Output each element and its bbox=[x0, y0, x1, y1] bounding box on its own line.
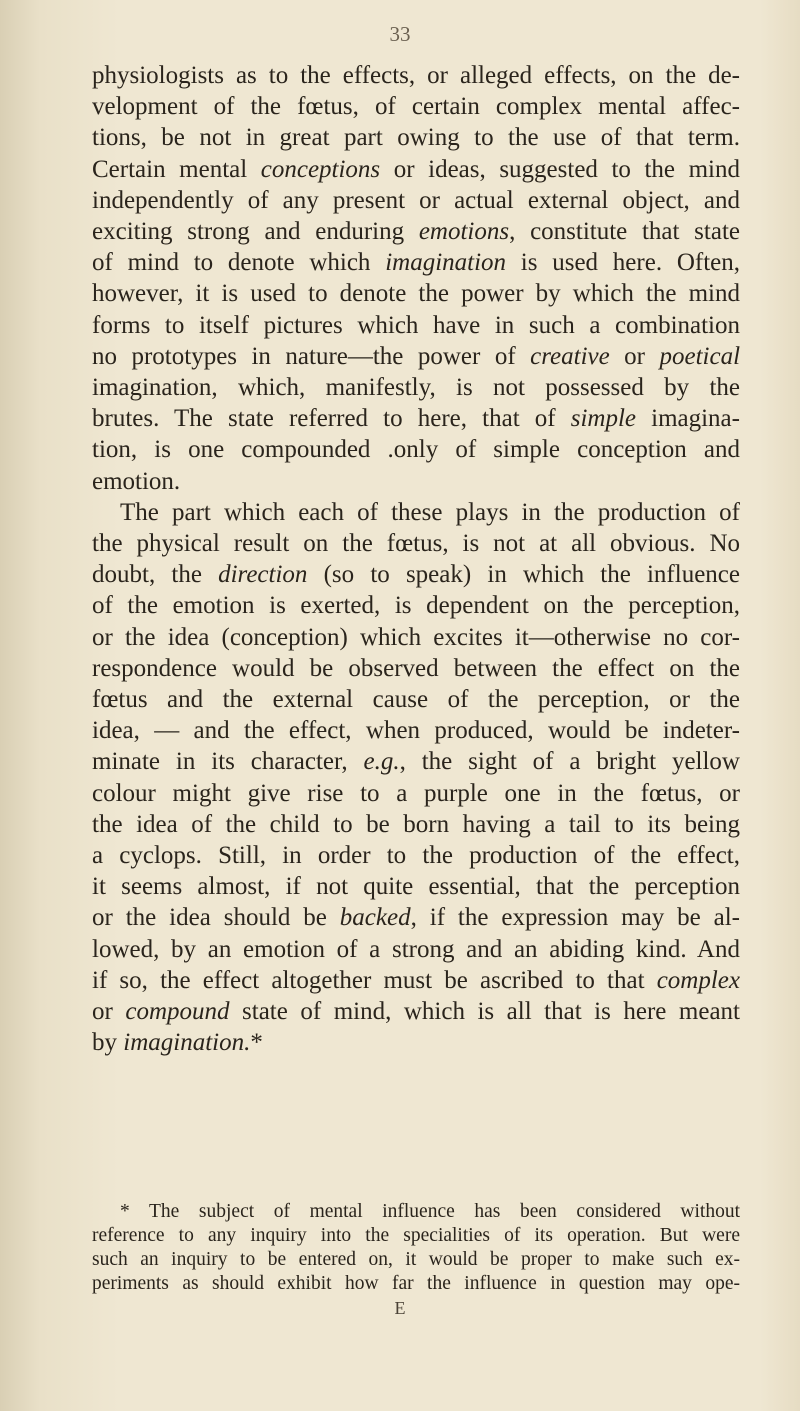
italic-term: conceptions bbox=[260, 155, 381, 183]
text-line: velopment of the fœtus, of certain complex mental affec- bbox=[92, 93, 740, 121]
italic-term: poetical bbox=[659, 342, 741, 370]
text-line: reference to any inquiry into the specialities of its operation. But were bbox=[92, 1225, 740, 1246]
italic-term: imagination bbox=[385, 249, 507, 277]
text-line: minate in its character, e.g., the sight of a bright yellow bbox=[92, 748, 740, 776]
text-line: independently of any present or actual external object, and bbox=[92, 186, 740, 214]
text-line: periments as should exhibit how far the influence in question may ope- bbox=[92, 1273, 740, 1294]
text-line: the physical result on the fœtus, is not at all obvious. No bbox=[92, 530, 740, 558]
text-line: or the idea should be backed, if the expression may be al- bbox=[92, 904, 740, 932]
text-line: imagination, which, manifestly, is not possessed by the bbox=[92, 374, 740, 402]
body-text bbox=[92, 60, 740, 1059]
text-line: brutes. The state referred to here, that of simple imagina- bbox=[92, 405, 740, 433]
italic-term: compound bbox=[125, 998, 230, 1026]
text-line: forms to itself pictures which have in such a combination bbox=[92, 311, 740, 339]
italic-term: imagination. bbox=[123, 1029, 251, 1057]
italic-term: complex bbox=[656, 966, 740, 994]
italic-term: creative bbox=[530, 342, 610, 370]
text-line: the idea of the child to be born having a tail to its being bbox=[92, 810, 740, 838]
text-line: fœtus and the external cause of the perception, or the bbox=[92, 686, 740, 714]
paragraph-1 bbox=[92, 60, 740, 497]
text-line: * The subject of mental influence has been considered without bbox=[120, 1201, 740, 1222]
text-line: or the idea (conception) which excites it—otherwise no cor- bbox=[92, 623, 740, 651]
text-line: or compound state of mind, which is all that is here meant bbox=[92, 998, 740, 1026]
text-line: however, it is used to denote the power by which the mind bbox=[92, 280, 740, 308]
text-line: doubt, the direction (so to speak) in which the influence bbox=[92, 561, 740, 589]
text-line: tions, be not in great part owing to the use of that term. bbox=[92, 124, 740, 152]
text-line: it seems almost, if not quite essential, that the perception bbox=[92, 873, 740, 901]
text-line: physiologists as to the effects, or alleged effects, on the de- bbox=[92, 62, 740, 89]
text-line: respondence would be observed between the effect on the bbox=[92, 654, 740, 682]
italic-term: e.g. bbox=[363, 748, 400, 776]
signature-mark: E bbox=[394, 1298, 406, 1318]
text-line: such an inquiry to be entered on, it would be proper to make such ex- bbox=[92, 1249, 740, 1270]
text-line: Certain mental conceptions or ideas, suggested to the mind bbox=[92, 155, 740, 183]
text-line: tion, is one compounded .only of simple conception and bbox=[92, 436, 740, 464]
text-line: of the emotion is exerted, is dependent on the perception, bbox=[92, 592, 740, 620]
italic-term: simple bbox=[570, 405, 636, 433]
text-line: by imagination.* bbox=[92, 1029, 263, 1057]
paragraph-2 bbox=[92, 497, 740, 1059]
italic-term: direction bbox=[218, 561, 308, 589]
text-line: The part which each of these plays in the production of bbox=[120, 498, 740, 526]
text-line: a cyclops. Still, in order to the production of the effect, bbox=[92, 842, 740, 870]
text-line: no prototypes in nature—the power of creative or poetical bbox=[92, 342, 741, 370]
text-line: colour might give rise to a purple one in the fœtus, or bbox=[92, 779, 740, 807]
text-line: idea, — and the effect, when produced, would be indeter- bbox=[92, 717, 740, 745]
page-number: 33 bbox=[389, 22, 411, 46]
text-line: if so, the effect altogether must be ascribed to that complex bbox=[92, 966, 740, 994]
italic-term: backed bbox=[339, 904, 411, 932]
italic-term: emotions bbox=[418, 218, 510, 246]
text-line: emotion. bbox=[92, 467, 181, 495]
text-line: of mind to denote which imagination is used here. Often, bbox=[92, 249, 740, 277]
text-line: exciting strong and enduring emotions, constitute that state bbox=[92, 218, 740, 246]
text-line: lowed, by an emotion of a strong and an abiding kind. And bbox=[92, 935, 740, 963]
footnote bbox=[92, 1200, 740, 1296]
